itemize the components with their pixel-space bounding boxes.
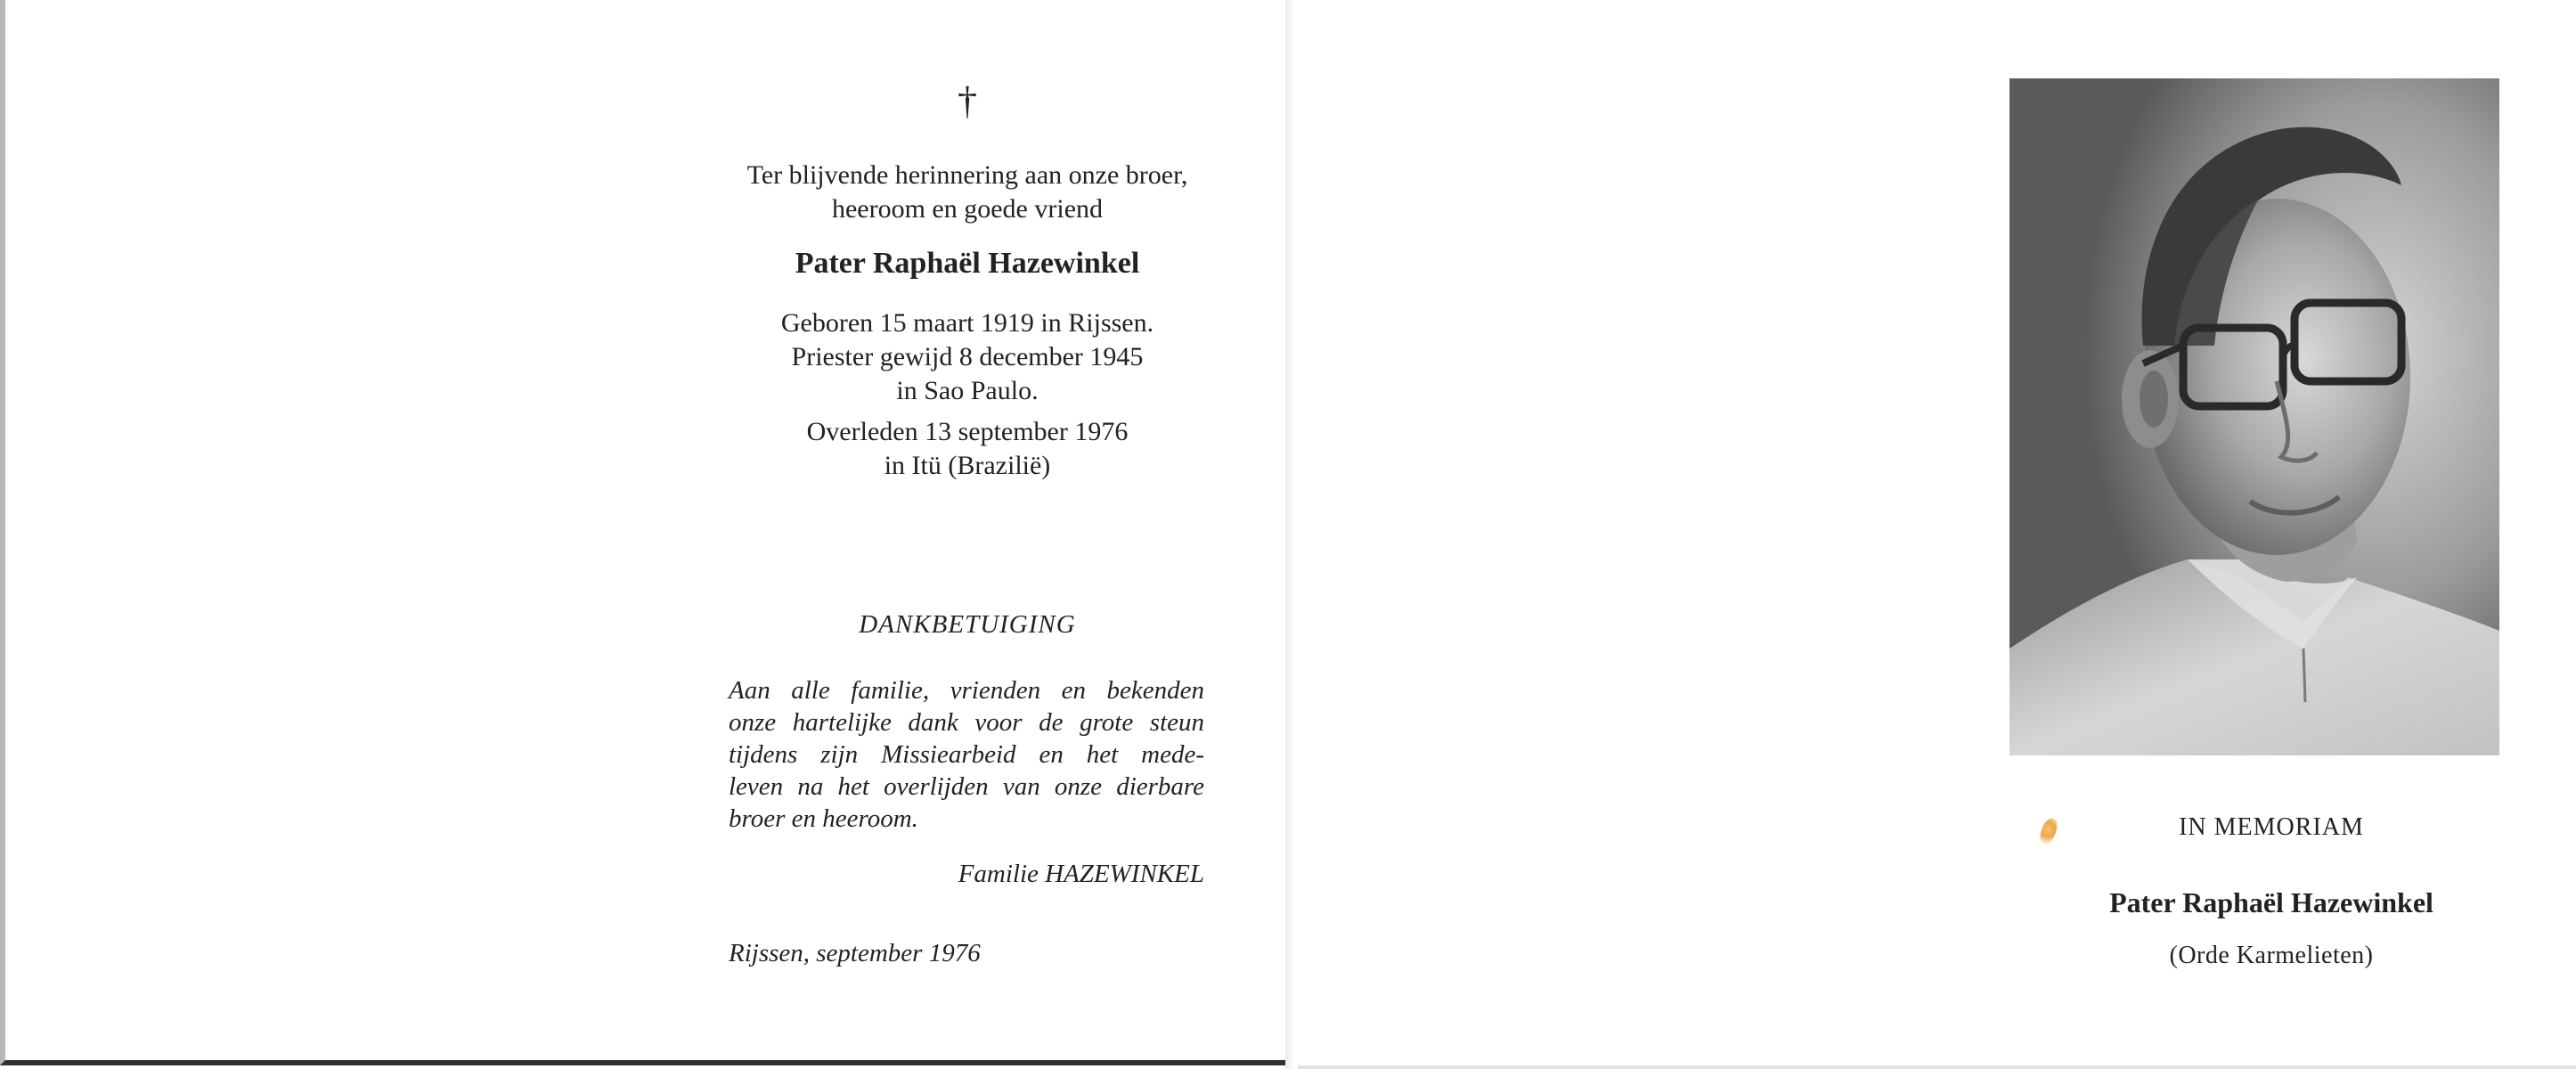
card-fold [1285,0,1298,1069]
intro-line: Ter blijvende herinnering aan onze broer, [746,160,1188,190]
thanks-line: Aan alle familie, vrienden en bekenden [729,676,1204,705]
thanks-line: onze hartelijke dank voor de grote steun [729,708,1204,737]
place-date: Rijssen, september 1976 [729,939,981,967]
thanks-heading: DANKBETUIGING [859,610,1076,639]
ordination-place-line: in Sao Paulo. [896,376,1039,405]
death-place-line: in Itü (Brazilië) [884,451,1051,480]
family-signature: Familie HAZEWINKEL [958,860,1204,888]
thanks-paragraph [729,674,1204,835]
birth-line: Geboren 15 maart 1919 in Rijssen. [780,308,1154,338]
deceased-name: Pater Raphaël Hazewinkel [795,247,1140,280]
ordination-line: Priester gewijd 8 december 1945 [791,342,1144,371]
life-dates [695,306,1240,483]
deceased-name-caption: Pater Raphaël Hazewinkel [2109,886,2433,918]
religious-order: (Orde Karmelieten) [2169,942,2374,969]
memoriam-heading: IN MEMORIAM [2179,813,2364,841]
thanks-line: broer en heeroom. [729,804,918,833]
intro-text [695,159,1240,226]
portrait-photo [2009,78,2499,755]
death-line: Overleden 13 september 1976 [806,417,1129,446]
thanks-line: tijdens zijn Missiearbeid en het mede- [729,740,1204,769]
thanks-line: leven na het overlijden van onze dierbare [729,772,1204,801]
cross-symbol: † [958,79,977,123]
intro-line: heeroom en goede vriend [831,194,1104,224]
